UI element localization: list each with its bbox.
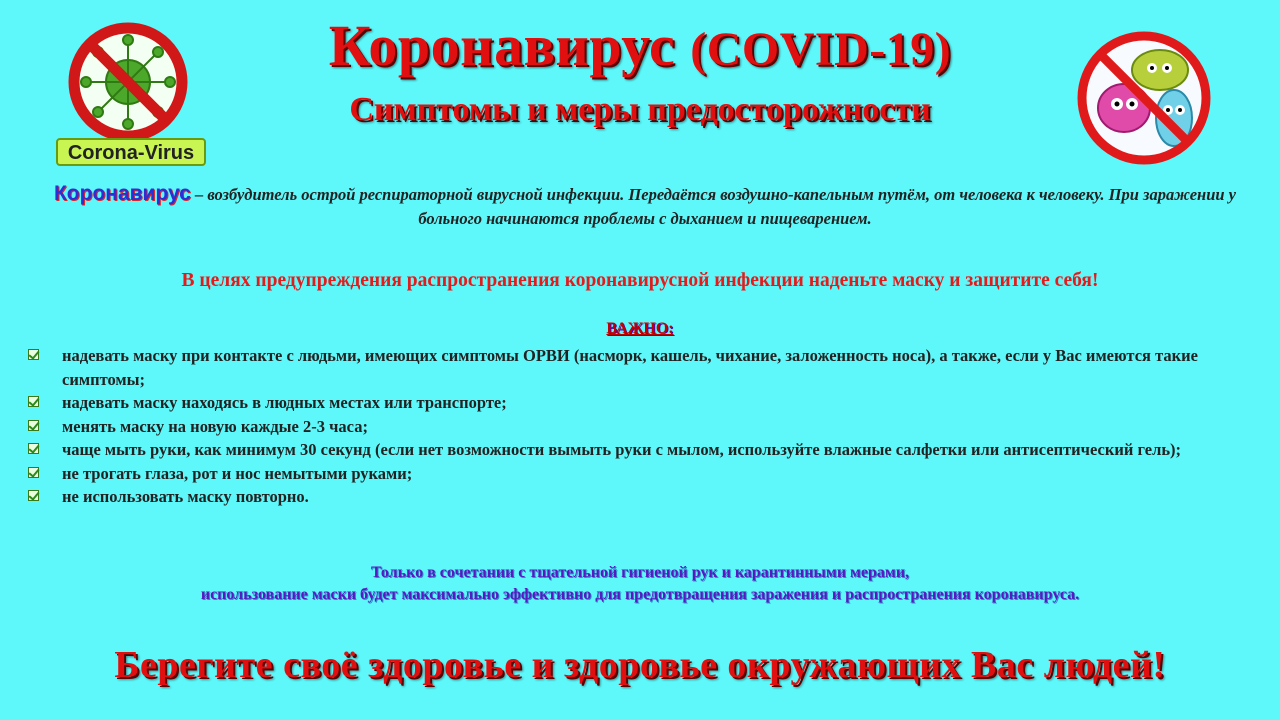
logo-label: Corona-Virus	[56, 138, 206, 166]
note-line-1: Только в сочетании с тщательной гигиеной рук и карантинными мерами,	[370, 564, 910, 581]
rule-text: не использовать маску повторно.	[62, 487, 309, 506]
list-item	[24, 462, 1254, 486]
list-item	[24, 438, 1254, 462]
warning-text: В целях предупреждения распространения коронавирусной инфекции наденьте маску и защитите себя!	[181, 270, 1099, 291]
rule-text: надевать маску находясь в людных местах или транспорте;	[62, 393, 507, 412]
note-text	[0, 562, 1280, 606]
footer-slogan: Берегите своё здоровье и здоровье окружающих Вас людей!	[114, 644, 1166, 686]
rules-list	[24, 344, 1254, 509]
checkbox-icon	[28, 490, 39, 501]
rule-text: чаще мыть руки, как минимум 30 секунд (если нет возможности вымыть руки с мылом, используйте влажные салфетки или антисептический гель);	[62, 440, 1182, 459]
note-line-2: использование маски будет максимально эффективно для предотвращения заражения и распространения коронавируса.	[200, 586, 1080, 603]
intro-paragraph	[40, 182, 1250, 231]
checkbox-icon	[28, 396, 39, 407]
list-item	[24, 391, 1254, 415]
important-title: ВАЖНО:	[606, 320, 674, 337]
rule-text: не трогать глаза, рот и нос немытыми руками;	[62, 463, 413, 483]
page-subtitle: Симптомы и меры предосторожности	[349, 91, 931, 128]
rule-text: надевать маску при контакте с людьми, имеющих симптомы ОРВИ (насморк, кашель, чихание, заложенность носа), а также, если у Вас имеются такие симптомы;	[62, 346, 1198, 389]
checkbox-icon	[28, 420, 39, 431]
list-item	[24, 485, 1254, 509]
list-item	[24, 344, 1254, 391]
page-title	[0, 10, 1280, 86]
list-item	[24, 415, 1254, 439]
intro-term: Коронавирус	[53, 182, 191, 205]
checkbox-icon	[28, 349, 39, 360]
checkbox-icon	[28, 467, 39, 478]
page-title-main: Коронавирус	[328, 13, 676, 78]
intro-text: – возбудитель острой респираторной вирусной инфекции. Передаётся воздушно-капельным путём, от человека к человеку. При заражении у больного начинаются проблемы с дыханием и пищеварением.	[190, 185, 1237, 228]
checkbox-icon	[28, 443, 39, 454]
rule-text: менять маску на новую каждые 2-3 часа;	[62, 416, 368, 436]
page-title-paren: (COVID-19)	[690, 23, 952, 76]
